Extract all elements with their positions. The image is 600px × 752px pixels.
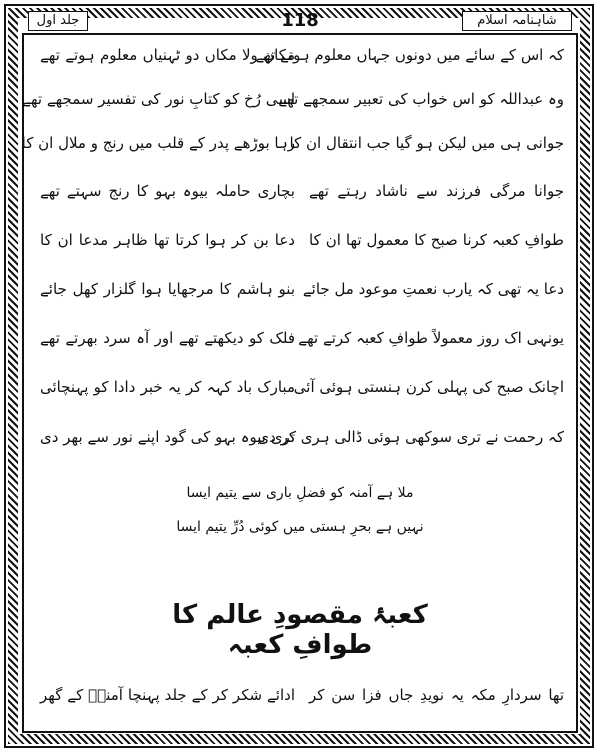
- second-hemistich: بچاری حاملہ بیوہ بہو کا رنج سہتے تھے: [40, 182, 295, 200]
- second-hemistich: مکان ولا مکاں دو ٹہنیاں معلوم ہوتے تھے: [40, 46, 295, 64]
- first-hemistich: جوانا مرگی فرزند سے ناشاد رہتے تھے: [309, 182, 564, 200]
- second-hemistich: مبارک باد کہہ کر یہ خبر دادا کو پہنچائی: [40, 378, 295, 396]
- couplet: [30, 274, 570, 304]
- couplet: [30, 372, 570, 402]
- couplet: [30, 422, 570, 452]
- second-hemistich: رہا بوڑھے پدر کے قلب میں رنج و ملال ان کا: [21, 134, 295, 152]
- couplet: [30, 680, 570, 710]
- second-hemistich: دعا بن کر ہوا کرتا تھا ظاہر مدعا ان کا: [40, 231, 295, 249]
- first-hemistich: دعا یہ تھی کہ یارب نعمتِ موعود مل جائے: [302, 280, 564, 298]
- poem-body: [21, 40, 570, 730]
- first-hemistich: جوانی ہی میں لیکن ہو گیا جب انتقال ان کا: [289, 134, 564, 152]
- second-hemistich: بنو ہاشم کا مرجھایا ہوا گلزار کھل جائے: [40, 280, 295, 298]
- first-hemistich: یونہی اک روز معمولاً طوافِ کعبہ کرتے تھے: [298, 329, 564, 347]
- couplet: [30, 225, 570, 255]
- couplet: [30, 176, 570, 206]
- closing-line: ملا ہے آمنہ کو فضلِ باری سے یتیم ایسا: [186, 485, 414, 501]
- first-hemistich: وہ عبداللہ کو اس خواب کی تعبیر سمجھے تھے: [278, 90, 564, 108]
- couplet: [21, 128, 570, 158]
- couplet: [30, 323, 570, 353]
- page-header: [22, 8, 578, 33]
- book-title: شاہنامہ اسلام: [462, 11, 572, 31]
- volume-label: جلد اول: [28, 11, 88, 31]
- first-hemistich: تھا سردارِ مکہ یہ نویدِ جاں فزا سن کر: [309, 686, 564, 704]
- second-hemistich: تری بیوہ بہو کی گود اپنے نور سے بھر دی: [40, 428, 295, 446]
- couplet: [30, 40, 570, 70]
- first-hemistich: کہ رحمت نے تری سوکھی ہوئی ڈالی ہری کر دی: [257, 428, 564, 446]
- first-hemistich: طوافِ کعبہ کرنا صبح کا معمول تھا ان کا: [309, 231, 564, 249]
- first-hemistich: اچانک صبح کی پہلی کرن ہنستی ہوئی آئی: [293, 378, 564, 396]
- couplet: [22, 84, 570, 114]
- second-hemistich: ادائے شکر کر کے جلد پہنچا آمنہؓ کے گھر: [40, 686, 295, 704]
- closing-line: نہیں ہے بحرِ ہستی میں کوئی دُرِّ یتیم ایسا: [176, 519, 424, 535]
- first-hemistich: کہ اس کے سائے میں دونوں جہاں معلوم ہوتے تھے: [255, 46, 564, 64]
- second-hemistich: فلک کو دیکھتے تھے اور آہ سرد بھرتے تھے: [40, 329, 295, 347]
- second-hemistich: اسی رُخ کو کتابِ نور کی تفسیر سمجھے تھے: [22, 90, 295, 108]
- section-title: کعبۂ مقصودِ عالم کا طوافِ کعبہ: [172, 600, 428, 660]
- page-number: 118: [281, 10, 319, 31]
